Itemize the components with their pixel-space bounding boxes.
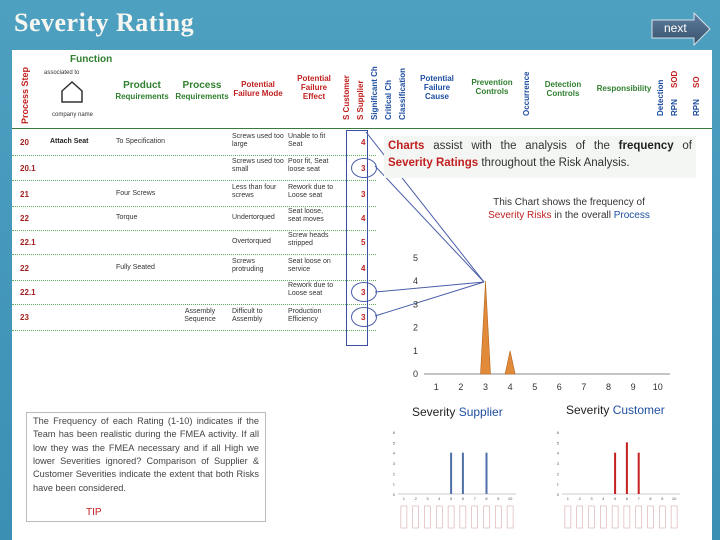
x-tick-label: 9 bbox=[497, 496, 500, 501]
x-tick-label: 7 bbox=[637, 496, 640, 501]
x-tick-label: 8 bbox=[605, 382, 612, 392]
y-tick-label: 3 bbox=[412, 299, 418, 310]
row-7-failure-effect: Rework due to Loose seat bbox=[288, 282, 334, 298]
x-tick-label: 8 bbox=[485, 496, 488, 501]
header-process-step: Process Step bbox=[20, 66, 30, 124]
x-tick-label: 5 bbox=[449, 496, 453, 501]
row-5-failure-mode: Overtorqued bbox=[232, 238, 271, 245]
header-detection-controls: Detection Controls bbox=[544, 80, 582, 99]
x-tick-label: 5 bbox=[613, 496, 617, 501]
bar bbox=[614, 453, 616, 494]
row-2-failure-effect: Poor fit, Seat loose seat bbox=[288, 158, 329, 174]
tip-label: TIP bbox=[86, 507, 102, 518]
row-8-failure-mode: Difficult to Assembly bbox=[232, 308, 263, 324]
row-4-number: 22 bbox=[20, 214, 29, 223]
function-note-1: associated to bbox=[44, 70, 80, 76]
y-tick-label: 0 bbox=[412, 369, 418, 379]
bar bbox=[638, 453, 640, 494]
header-so: SO bbox=[692, 76, 701, 88]
y-tick-label: 2 bbox=[412, 322, 418, 333]
row-8-failure-effect: Production Efficiency bbox=[288, 308, 322, 324]
header-detection: Detection bbox=[656, 79, 665, 116]
y-tick-label: 0 bbox=[556, 492, 559, 497]
x-tick-label: 4 bbox=[438, 496, 441, 501]
x-tick-label: 5 bbox=[532, 382, 538, 392]
x-tick-label: 10 bbox=[507, 496, 513, 501]
header-potential-failure-effect: Potential Failure Effect bbox=[297, 74, 331, 102]
header-rpn-2: RPN bbox=[692, 99, 701, 116]
row-3-requirement: Four Screws bbox=[116, 190, 156, 197]
header-prevention-controls: Prevention Controls bbox=[471, 78, 513, 97]
y-tick-label: 2 bbox=[556, 471, 559, 477]
row-6-requirement: Fully Seated bbox=[116, 264, 155, 271]
x-tick-label: 6 bbox=[556, 382, 562, 392]
x-tick-label: 4 bbox=[507, 382, 513, 392]
x-tick-label: 8 bbox=[649, 496, 652, 501]
area-peak bbox=[481, 281, 491, 374]
x-tick-label: 4 bbox=[602, 496, 605, 501]
header-responsibility: Responsibility bbox=[596, 84, 652, 93]
y-tick-label: 3 bbox=[556, 461, 559, 466]
row-7-severity: 3 bbox=[361, 288, 366, 297]
row-8-severity: 3 bbox=[361, 313, 366, 322]
header-critical-ch: Critical Ch bbox=[384, 79, 393, 120]
row-6-failure-mode: Screws protruding bbox=[232, 258, 264, 274]
x-tick-label: 7 bbox=[581, 382, 587, 392]
header-rpn: RPN bbox=[670, 99, 679, 116]
x-tick-label: 2 bbox=[414, 496, 417, 501]
header-occurrence: Occurrence bbox=[522, 71, 531, 116]
x-tick-label: 6 bbox=[461, 496, 465, 501]
row-5-failure-effect: Screw heads stripped bbox=[288, 232, 329, 248]
y-tick-label: 5 bbox=[392, 440, 395, 446]
x-tick-label: 9 bbox=[661, 496, 664, 501]
header-sod: SOD bbox=[670, 70, 679, 88]
row-2-number: 20.1 bbox=[20, 164, 36, 173]
x-tick-label: 3 bbox=[590, 496, 593, 501]
row-2-severity: 3 bbox=[361, 164, 366, 173]
x-tick-label: 9 bbox=[630, 382, 636, 392]
row-8-process-requirement: Assembly Sequence bbox=[184, 308, 216, 324]
row-8-number: 23 bbox=[20, 313, 29, 322]
header-s-supplier: S Supplier bbox=[356, 80, 365, 120]
bar bbox=[462, 453, 464, 494]
row-1-requirement: To Specification bbox=[116, 138, 166, 145]
header-s-customer: S Customer bbox=[342, 75, 351, 120]
x-tick-label: 3 bbox=[426, 496, 429, 501]
page-title: Severity Rating bbox=[14, 8, 195, 37]
x-tick-label: 6 bbox=[625, 496, 629, 501]
row-1-step: Attach Seat bbox=[50, 138, 89, 145]
header-function: Function bbox=[70, 54, 113, 65]
row-3-severity: 3 bbox=[361, 190, 366, 199]
y-tick-label: 5 bbox=[412, 253, 418, 263]
y-tick-label: 4 bbox=[412, 276, 418, 287]
row-6-number: 22 bbox=[20, 264, 29, 273]
severity-frequency-chart bbox=[400, 240, 680, 400]
y-tick-label: 4 bbox=[392, 450, 395, 456]
row-3-failure-mode: Less than four screws bbox=[232, 184, 277, 200]
row-1-number: 20 bbox=[20, 138, 29, 147]
y-tick-label: 5 bbox=[556, 440, 559, 446]
tip-box: The Frequency of each Rating (1-10) indicates if the Team has been realistic during the FMEA activity. If all low they was the FMEA necessary and if all High we lower Severities ignored? Comparison of Supplier & Customer Severities indicate the extent that both Risks have been considered. bbox=[26, 412, 266, 522]
function-note-2: company name bbox=[52, 112, 94, 118]
next-label: next bbox=[664, 21, 687, 35]
row-4-requirement: Torque bbox=[116, 214, 138, 221]
x-tick-label: 3 bbox=[482, 382, 489, 392]
bar bbox=[486, 453, 488, 494]
row-4-severity: 4 bbox=[361, 214, 366, 223]
x-tick-label: 1 bbox=[402, 496, 406, 501]
row-5-severity: 5 bbox=[361, 238, 366, 247]
header-product-requirements: Product Requirements bbox=[115, 80, 169, 101]
customer-chart-title: Severity Customer bbox=[566, 403, 665, 417]
y-tick-label: 4 bbox=[556, 450, 559, 456]
y-tick-label: 2 bbox=[392, 471, 395, 477]
row-5-number: 22.1 bbox=[20, 238, 36, 247]
row-6-severity: 4 bbox=[361, 264, 366, 273]
row-1-failure-effect: Unable to fit Seat bbox=[288, 133, 326, 149]
bar bbox=[626, 442, 628, 494]
chart-background bbox=[552, 424, 688, 532]
header-classification: Classification bbox=[398, 67, 407, 120]
header-process-requirements: Process Requirements bbox=[175, 80, 229, 101]
row-4-failure-effect: Seat loose, seat moves bbox=[288, 208, 324, 224]
area-peak bbox=[505, 351, 515, 374]
y-tick-label: 6 bbox=[392, 430, 395, 435]
y-tick-label: 3 bbox=[392, 461, 395, 466]
y-tick-label: 1 bbox=[556, 481, 559, 487]
x-tick-label: 10 bbox=[652, 382, 663, 392]
y-tick-label: 6 bbox=[556, 430, 559, 435]
chart-caption: This Chart shows the frequency of Severity Risks in the overall Process bbox=[488, 197, 650, 221]
row-1-failure-mode: Screws used too large bbox=[232, 133, 284, 149]
row-6-failure-effect: Seat loose on service bbox=[288, 258, 331, 274]
x-tick-label: 10 bbox=[671, 496, 677, 501]
y-tick-label: 1 bbox=[412, 345, 418, 356]
row-7-number: 22.1 bbox=[20, 288, 36, 297]
customer-severity-chart bbox=[552, 424, 688, 532]
y-tick-label: 1 bbox=[392, 481, 395, 487]
row-3-number: 21 bbox=[20, 190, 29, 199]
chart-background bbox=[388, 424, 524, 532]
row-4-failure-mode: Undertorqued bbox=[232, 214, 275, 221]
row-2-failure-mode: Screws used too small bbox=[232, 158, 284, 174]
header-potential-failure-cause: Potential Failure Cause bbox=[420, 74, 454, 102]
y-tick-label: 0 bbox=[392, 492, 395, 497]
supplier-severity-chart bbox=[388, 424, 524, 532]
header-potential-failure-mode: Potential Failure Mode bbox=[233, 80, 283, 99]
row-1-severity: 4 bbox=[361, 138, 366, 147]
x-tick-label: 1 bbox=[433, 382, 439, 392]
bar bbox=[450, 453, 452, 494]
x-tick-label: 2 bbox=[578, 496, 581, 501]
x-tick-label: 2 bbox=[458, 382, 464, 392]
row-3-failure-effect: Rework due to Loose seat bbox=[288, 184, 334, 200]
charts-info-box: Charts assist with the analysis of the frequency of Severity Ratings throughout the Risk Analysis. bbox=[384, 136, 696, 178]
x-tick-label: 1 bbox=[566, 496, 570, 501]
supplier-chart-title: Severity Supplier bbox=[412, 405, 503, 419]
x-tick-label: 7 bbox=[473, 496, 476, 501]
header-significant-ch: Significant Ch bbox=[370, 66, 379, 120]
